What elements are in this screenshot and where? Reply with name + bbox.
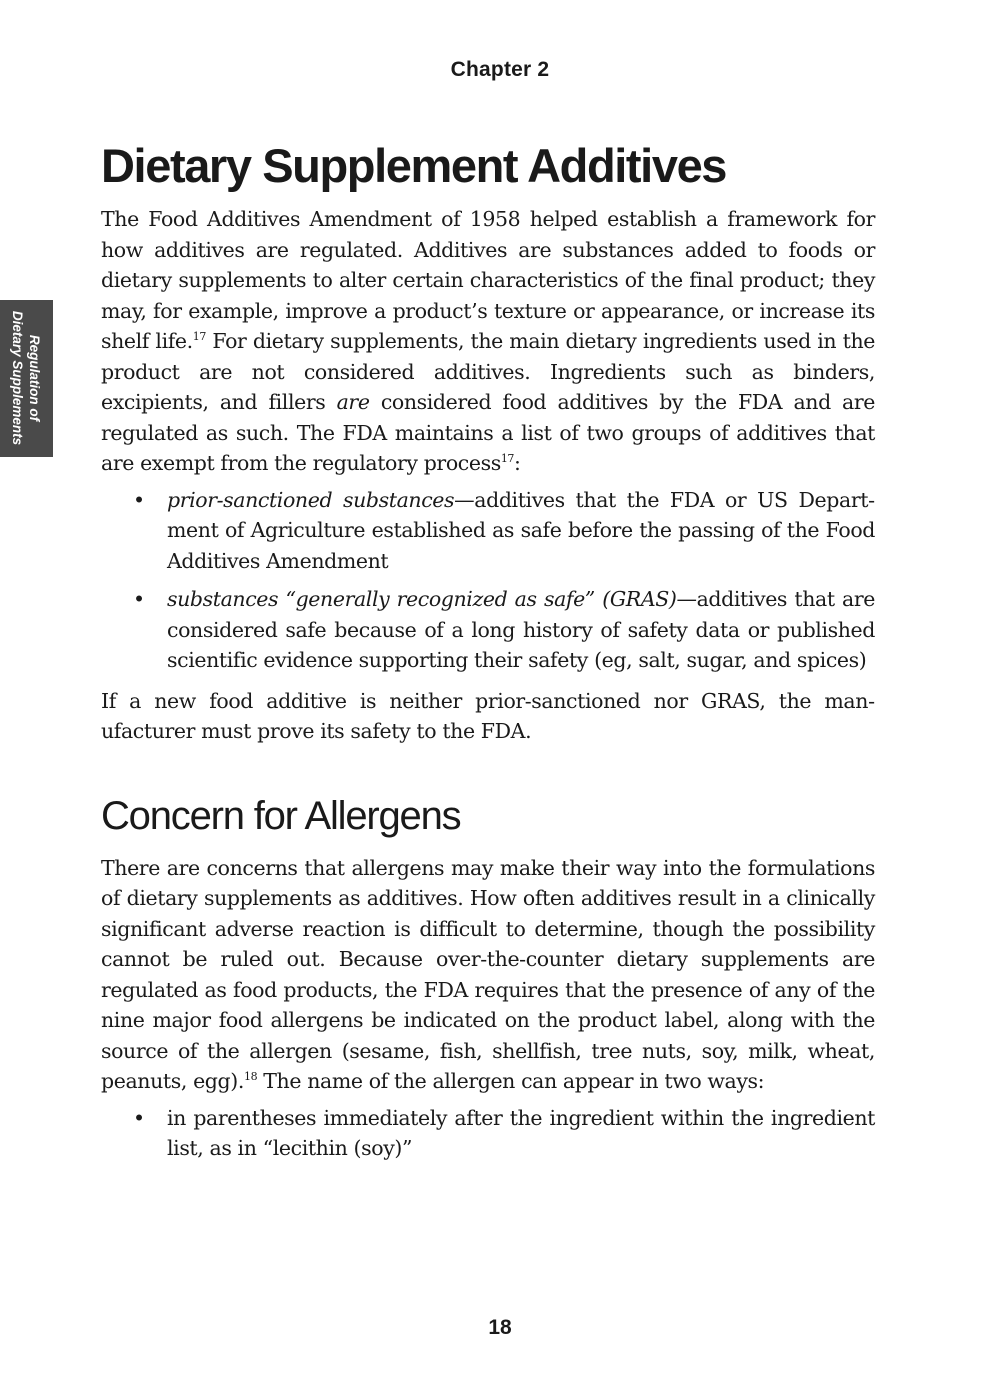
running-head: Chapter 2 <box>450 58 550 81</box>
list-item-term: prior-sanctioned substances <box>167 487 455 512</box>
reference-superscript: 17 <box>500 452 515 466</box>
chapter-side-tab <box>0 300 53 457</box>
emphasis-text: are <box>336 390 370 414</box>
list-item <box>101 584 875 676</box>
reference-superscript: 17 <box>192 330 206 344</box>
list-item <box>101 485 875 577</box>
text-run: : <box>514 451 521 475</box>
bullet-marker: • <box>133 1105 145 1130</box>
allergen-display-list <box>101 1103 875 1164</box>
paragraph-allergens <box>101 853 875 1097</box>
side-tab-line-1: Regulation of <box>27 334 42 422</box>
reference-superscript: 18 <box>243 1070 258 1084</box>
text-run: For dietary supplements, the main dietary ingredients used in the product are not considered additives. Ingredients such as binders, excipients, and fillers <box>101 329 876 414</box>
list-item-term: substances “generally recognized as safe” (GRAS) <box>167 587 677 611</box>
text-run: considered food additives by the FDA and are regulated as such. The FDA maintains a list of two groups of additives that are exempt from the regulatory process <box>101 390 875 475</box>
bullet-marker: • <box>133 587 145 611</box>
paragraph-new-additive: If a new food additive is neither prior-sanctioned nor GRAS, the manufacturer must prove its safety to the FDA. <box>101 688 875 743</box>
page-body <box>101 138 875 1174</box>
bullet-marker: • <box>133 487 145 512</box>
section-title-additives: Dietary Supplement Additives <box>101 139 727 192</box>
list-item-text: —additives that the FDA or US Department of Agriculture established as safe before the passing of the Food Additives Amendment <box>167 487 875 573</box>
side-tab-line-2: Dietary Supplements <box>10 310 25 446</box>
section-title-allergens: Concern for Allergens <box>101 793 461 838</box>
text-run: The name of the allergen can appear in two ways: <box>257 1069 765 1093</box>
list-item-text: —additives that are considered safe because of a long history of safety data or published scientific evidence supporting their safety (eg, salt, sugar, and spices) <box>167 587 875 672</box>
paragraph-additives-intro <box>101 204 875 479</box>
list-item-text: in parentheses immediately after the ingredient within the ingredient list, as in “lecithin (soy)” <box>167 1105 875 1160</box>
text-run: The Food Additives Amendment of 1958 helped establish a framework for how additives are regulated. Additives are substances added to foods or dietary supplements to alter certain characteristics of the final product; they may, for example, improve a product’s texture or appearance, or increase its shelf life. <box>101 207 875 353</box>
page-number: 18 <box>488 1316 512 1339</box>
exempt-additives-list <box>101 485 875 676</box>
text-run: There are concerns that allergens may make their way into the formulations of dietary supplements as additives. How often additives result in a clinically significant adverse reaction is difficult to determine, though the possibility cannot be ruled out. Because over-the-counter dietary supplements are regulated as food products, the FDA requires that the presence of any of the nine major food allergens be indicated on the product label, along with the source of the allergen (sesame, fish, shellfish, tree nuts, soy, milk, wheat, peanuts, egg). <box>101 855 875 1093</box>
side-tab-label <box>9 311 43 445</box>
list-item <box>101 1103 875 1164</box>
